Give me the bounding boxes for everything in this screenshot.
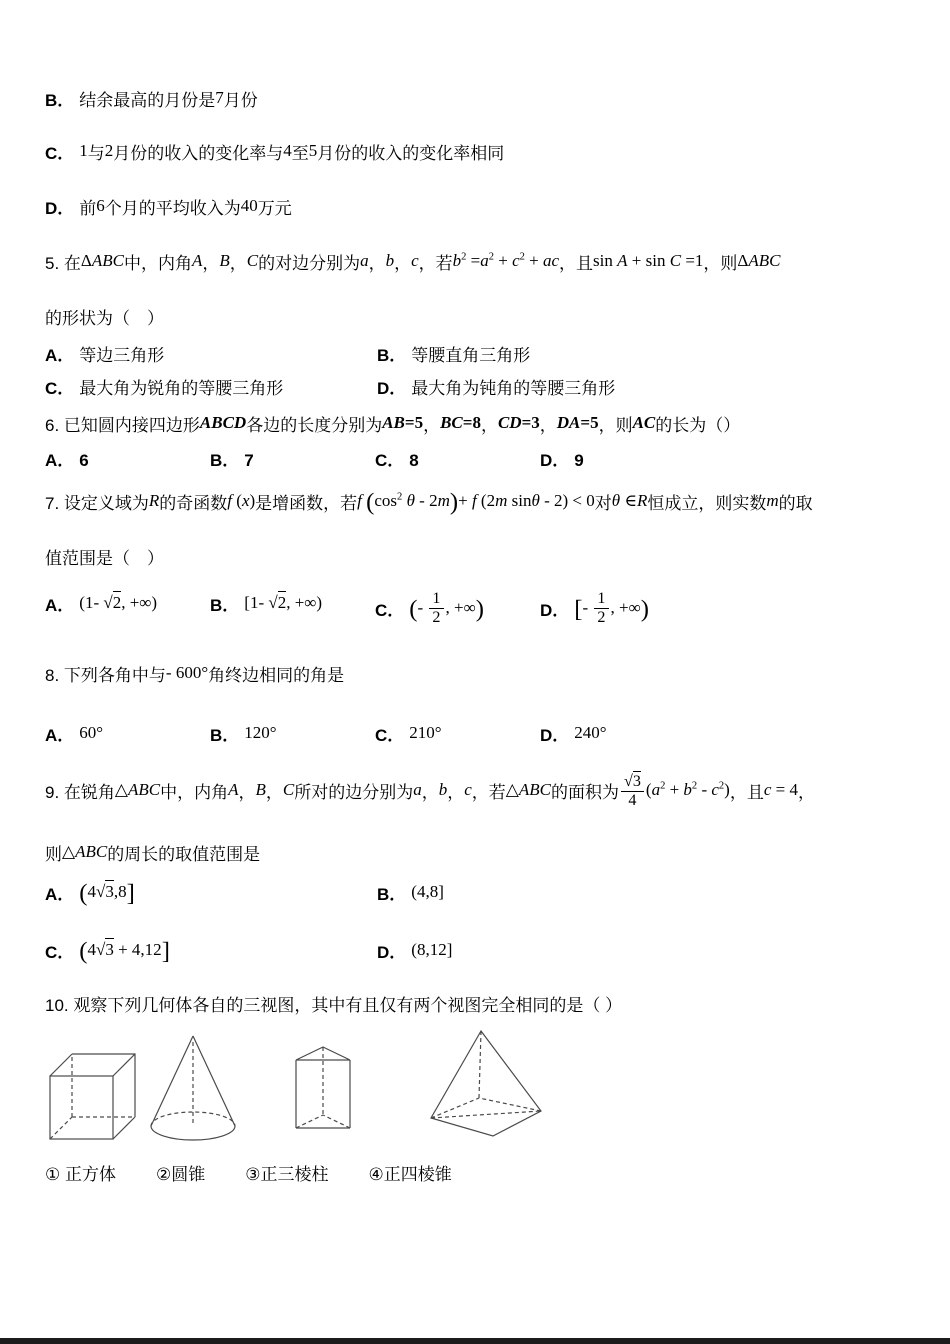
q6-option-c-text: 8 bbox=[409, 451, 419, 470]
q5-option-c-label: C． bbox=[45, 379, 75, 398]
figure-label-cube: ① 正方体 bbox=[45, 1165, 116, 1185]
q6-option-b-label: B． bbox=[210, 451, 240, 470]
q9-stem-line2: 则△ABC的周长的取值范围是 bbox=[45, 842, 261, 865]
q5-option-d-label: D． bbox=[377, 379, 407, 398]
q6-option-d bbox=[540, 448, 705, 473]
figure-label-cone: ②圆锥 bbox=[155, 1165, 206, 1185]
q8-option-c-text: 210° bbox=[409, 722, 442, 742]
q9-option-d-label: D． bbox=[377, 942, 407, 962]
q6-option-b bbox=[210, 448, 375, 473]
figure-label-prism: ③正三棱柱 bbox=[245, 1165, 329, 1185]
q5-option-b bbox=[377, 343, 530, 368]
q5-option-a-text: 等边三角形 bbox=[79, 346, 165, 365]
q6-option-a-text: 6 bbox=[79, 451, 89, 470]
q5-option-c bbox=[45, 376, 377, 401]
q9-option-b-label: B． bbox=[377, 885, 407, 905]
q7-option-a-text: (1- √2, +∞) bbox=[79, 593, 158, 613]
q6-option-d-text: 9 bbox=[574, 451, 584, 470]
q6-options-row bbox=[45, 448, 905, 473]
q4-option-c bbox=[45, 141, 905, 166]
q9-option-d bbox=[377, 940, 452, 965]
q7-options-row bbox=[45, 590, 905, 630]
q9-stem-line1: 9. 在锐角△ABC中，内角A，B，C所对的边分别为a，b，c，若△ABC的面积为 $\frac{√3}{4}$ $(a^2 + b^2 - c^2)$，且c = 4， bbox=[45, 772, 815, 809]
q9-option-a-text: (4√3,8] bbox=[79, 880, 135, 908]
q9-option-c-label: C． bbox=[45, 942, 75, 962]
q7-stem-line1: 7. 设定义域为R的奇函数f (x)是增函数，若f ($\cos^2$ θ - 2m)+ f (2m sinθ - 2) < 0对θ ∈R恒成立，则实数m的取 bbox=[45, 488, 813, 516]
q8-option-b-text: 120° bbox=[244, 722, 277, 742]
q4-option-b-label: B． bbox=[45, 91, 75, 110]
q7-option-c-label: C． bbox=[375, 600, 405, 620]
q7-option-a-label: A． bbox=[45, 596, 75, 616]
q9-option-a bbox=[45, 882, 377, 909]
q8-stem: 8. 下列各角中与- 600°角终边相同的角是 bbox=[45, 662, 345, 685]
q4-option-b-text: 结余最高的月份是7月份 bbox=[79, 88, 258, 110]
q4-option-d bbox=[45, 196, 905, 221]
q5-option-d bbox=[377, 376, 615, 401]
q8-options-row bbox=[45, 723, 905, 748]
q5-option-c-text: 最大角为锐角的等腰三角形 bbox=[79, 379, 284, 398]
q8-option-a-label: A． bbox=[45, 725, 75, 745]
q4-option-c-text: 1与2月份的收入的变化率与4至5月份的收入的变化率相同 bbox=[79, 141, 505, 163]
q8-option-c bbox=[375, 723, 540, 748]
page-bottom-edge bbox=[0, 1338, 950, 1344]
q7-option-a bbox=[45, 593, 210, 618]
q4-option-b bbox=[45, 88, 905, 113]
q5-stem-line2: 的形状为（ ） bbox=[45, 309, 164, 328]
figure-label-pyramid: ④正四棱锥 bbox=[368, 1165, 452, 1185]
q7-option-d bbox=[540, 590, 705, 630]
q6-stem: 6. 已知圆内接四边形ABCD各边的长度分别为AB=5，BC=8，CD=3，DA=5，则AC的长为（） bbox=[45, 413, 741, 435]
q8-option-d-label: D． bbox=[540, 725, 570, 745]
q5-option-b-text: 等腰直角三角形 bbox=[411, 346, 531, 365]
q6-option-c-label: C． bbox=[375, 451, 405, 470]
q5-option-d-text: 最大角为钝角的等腰三角形 bbox=[411, 379, 616, 398]
q8-option-d-text: 240° bbox=[574, 722, 607, 742]
q7-option-d-text: [- $\frac{1}{2}$ , +∞) bbox=[574, 590, 649, 627]
q4-option-c-label: C． bbox=[45, 144, 75, 163]
q9-option-d-text: (8,12] bbox=[411, 939, 453, 959]
q9-option-b-text: (4,8] bbox=[411, 882, 444, 902]
q5-options-row1 bbox=[45, 343, 905, 368]
q10-figure-labels bbox=[45, 1160, 905, 1185]
q6-option-a-label: A． bbox=[45, 451, 75, 470]
cone-diagram bbox=[145, 1032, 241, 1144]
q4-option-d-text: 前6个月的平均收入为40万元 bbox=[79, 196, 292, 218]
q8-option-b-label: B． bbox=[210, 725, 240, 745]
q6-option-a bbox=[45, 448, 210, 473]
q8-option-b bbox=[210, 723, 375, 748]
q7-option-d-label: D． bbox=[540, 600, 570, 620]
q9-option-a-label: A． bbox=[45, 885, 75, 905]
q6-option-d-label: D． bbox=[540, 451, 570, 470]
q8-option-a-text: 60° bbox=[79, 722, 104, 742]
q5-stem-line1: 5. 在ΔABC中，内角A，B，C的对边分别为a，b，c，若$b^2 =a^2 + c^2$ + ac，且sin A + sin C =1，则ΔABC bbox=[45, 251, 781, 273]
q7-option-c bbox=[375, 590, 540, 630]
q7-option-b-label: B． bbox=[210, 596, 240, 616]
square-pyramid-diagram bbox=[427, 1026, 545, 1144]
q6-option-c bbox=[375, 448, 540, 473]
cube-diagram bbox=[45, 1040, 137, 1144]
q7-option-c-text: (- $\frac{1}{2}$ , +∞) bbox=[409, 590, 484, 627]
q9-option-c-text: (4√3 + 4,12] bbox=[79, 937, 170, 965]
q8-option-a bbox=[45, 723, 210, 748]
q5-options-row2 bbox=[45, 376, 905, 401]
q5-option-a bbox=[45, 343, 377, 368]
q7-option-b-text: [1- √2, +∞) bbox=[244, 593, 323, 613]
q7-stem-line2: 值范围是（ ） bbox=[45, 549, 164, 569]
q5-option-b-label: B． bbox=[377, 346, 407, 365]
q7-option-b bbox=[210, 593, 375, 618]
q4-option-d-label: D． bbox=[45, 199, 75, 218]
q9-option-b bbox=[377, 882, 444, 907]
q6-option-b-text: 7 bbox=[244, 451, 254, 470]
q10-stem: 10. 观察下列几何体各自的三视图，其中有且仅有两个视图完全相同的是（ ） bbox=[45, 996, 623, 1016]
q9-options-row1 bbox=[45, 882, 905, 909]
q8-option-d bbox=[540, 723, 705, 748]
q8-option-c-label: C． bbox=[375, 725, 405, 745]
q10-figures bbox=[45, 1026, 905, 1144]
q9-options-row2 bbox=[45, 937, 905, 967]
q5-option-a-label: A． bbox=[45, 346, 75, 365]
triangular-prism-diagram bbox=[293, 1044, 353, 1134]
q9-option-c bbox=[45, 937, 377, 967]
